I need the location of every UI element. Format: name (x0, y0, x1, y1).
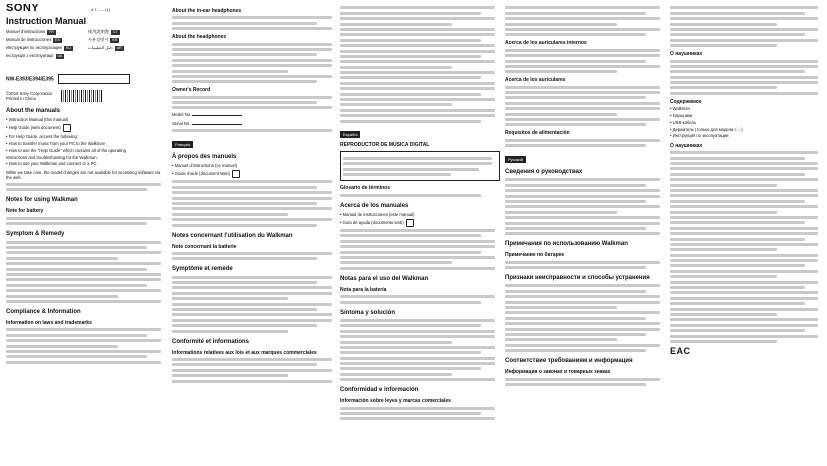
model-number: NW-E393/E394/E395 (6, 74, 166, 84)
contents-item: • Инструкция по эксплуатации (670, 133, 729, 139)
manual-line: • How to transfer music from your PC to the Walkman (6, 140, 106, 146)
copyright-block (6, 90, 166, 102)
heading-laws: Information on laws and trademarks (6, 319, 92, 326)
manual-line: • For Help Guide, access the following: (6, 133, 78, 139)
ru-symptom-heading: Признаки неисправности и способы устранения (505, 275, 650, 282)
language-item: Інструкція з експлуатації UA (6, 52, 63, 58)
manual-line: • How to use the "Help Guide" which contains all of the operating (6, 147, 126, 153)
ru-title: Сведения о руководствах (505, 169, 583, 175)
fr-item: • Manuel d'instructions (ce manuel) (172, 163, 238, 169)
manual-line: • Help Guide (web document) (6, 124, 166, 132)
heading-inear-es: Acerca de los auriculares internos (505, 40, 587, 47)
es-battery-heading: Nota para la batería (340, 286, 387, 293)
glossary-heading: Glosario de términos (340, 185, 391, 192)
column-russian (505, 4, 665, 462)
language-list (6, 29, 166, 61)
language-column-right (88, 29, 164, 61)
language-item: 使用說明書 CT (88, 28, 118, 34)
fr-symptom-heading: Symptôme et remède (172, 266, 233, 273)
contents-item: • Держатель (только для модели с ...) (670, 126, 743, 132)
language-item: Manual de instrucciones ES (6, 36, 60, 42)
heading-owners-record: Owner's Record (172, 87, 211, 94)
language-tab-spanish: Español (340, 131, 360, 138)
fr-notes-title: Notes concernant l'utilisation du Walkman (172, 232, 293, 239)
language-item: Инструкция по эксплуатации RU (6, 44, 71, 50)
es-symptom-heading: Síntoma y solución (340, 309, 396, 316)
heading-headphones-es: Acerca de los auriculares (505, 77, 566, 84)
language-tab-french: Français (172, 141, 193, 148)
manual-title: Instruction Manual (6, 16, 87, 27)
model-box (58, 74, 130, 84)
language-item: 사용설명서 KR (88, 36, 118, 42)
section-about-manuals: About the manuals (6, 108, 61, 115)
fr-battery-heading: Note concernant la batterie (172, 243, 237, 250)
web-icon (406, 219, 414, 227)
column-spanish (340, 4, 500, 462)
language-item: Manuel d'instructions FR (6, 28, 54, 34)
eac-mark: EAC (670, 345, 691, 356)
ru-headphones-heading: О наушниках (670, 51, 703, 58)
fr-laws-heading: Informations relatives aux lois et aux marques commerciales (172, 349, 317, 356)
heading-symptom: Symptom & Remedy (6, 231, 65, 238)
contents-item: • Наушники (670, 112, 693, 118)
heading-headphones: About the headphones (172, 34, 227, 41)
es-laws-heading: Información sobre leyes y marcas comerciales (340, 398, 451, 405)
ru-compliance-heading: Соответствие требованиям и информация (505, 358, 633, 365)
es-item: • Guía de ayuda (documento web) (340, 219, 500, 227)
column-french (172, 4, 337, 462)
contents-item: • USB-кабель (670, 119, 697, 125)
web-icon (63, 124, 71, 132)
record-serial: Serial No. (172, 121, 337, 126)
ru-laws-heading: Информация о законах и товарных знаках (505, 369, 611, 376)
ru-headphones-heading-2: О наушниках (670, 142, 703, 149)
language-column-left (6, 29, 82, 61)
heading-inear: About the in-ear headphones (172, 8, 242, 14)
ru-contents-heading: Содержимое (670, 98, 702, 105)
es-title: Acerca de los manuales (340, 202, 409, 209)
web-icon (232, 170, 240, 178)
es-conformity-heading: Conformidad e información (340, 387, 419, 394)
ru-notes-title: Примечания по использованию Walkman (505, 241, 628, 248)
column-english (6, 4, 166, 462)
language-item: دليل التعليمات AR (88, 44, 122, 50)
section-notes-walkman: Notes for using Walkman (6, 197, 78, 204)
copyright-text: ©2016 Sony Corporation Printed in China (6, 91, 53, 102)
manual-line: • Instruction Manual (this manual) (6, 117, 69, 123)
heading-battery: Note for battery (6, 208, 44, 215)
fr-title: À propos des manuels (172, 154, 237, 161)
manual-line: instructions and troubleshooting for the Walkman. (6, 154, 98, 160)
document-code: 4-7..-..-..(1) (91, 8, 110, 12)
fr-conformity-heading: Conformité et informations (172, 338, 250, 345)
heading-power: Requisitos de alimentación (505, 130, 570, 137)
heading-compliance: Compliance & Information (6, 308, 81, 315)
ru-battery-heading: Примечание по батарее (505, 252, 565, 259)
sony-logo: SONY (6, 4, 40, 14)
manual-line: • How to use your Walkman and connect to a PC. (6, 161, 98, 167)
language-tab-russian: Русский (505, 156, 526, 163)
manual-note: While we take care, the model changes are not available for accessing software via the web. (6, 169, 161, 181)
record-model: Model No. (172, 112, 337, 117)
contents-item: • Walkman (670, 105, 690, 111)
barcode-image (61, 90, 103, 102)
warning-box (340, 151, 500, 181)
product-name: REPRODUCTOR DE MÚSICA DIGITAL (340, 142, 430, 149)
fr-item: • Guide d'aide (document Web) (172, 170, 337, 178)
column-russian-cont (670, 4, 823, 462)
es-item: • Manual de instrucciones (este manual) (340, 211, 415, 217)
es-notes-title: Notas para el uso del Walkman (340, 275, 429, 282)
